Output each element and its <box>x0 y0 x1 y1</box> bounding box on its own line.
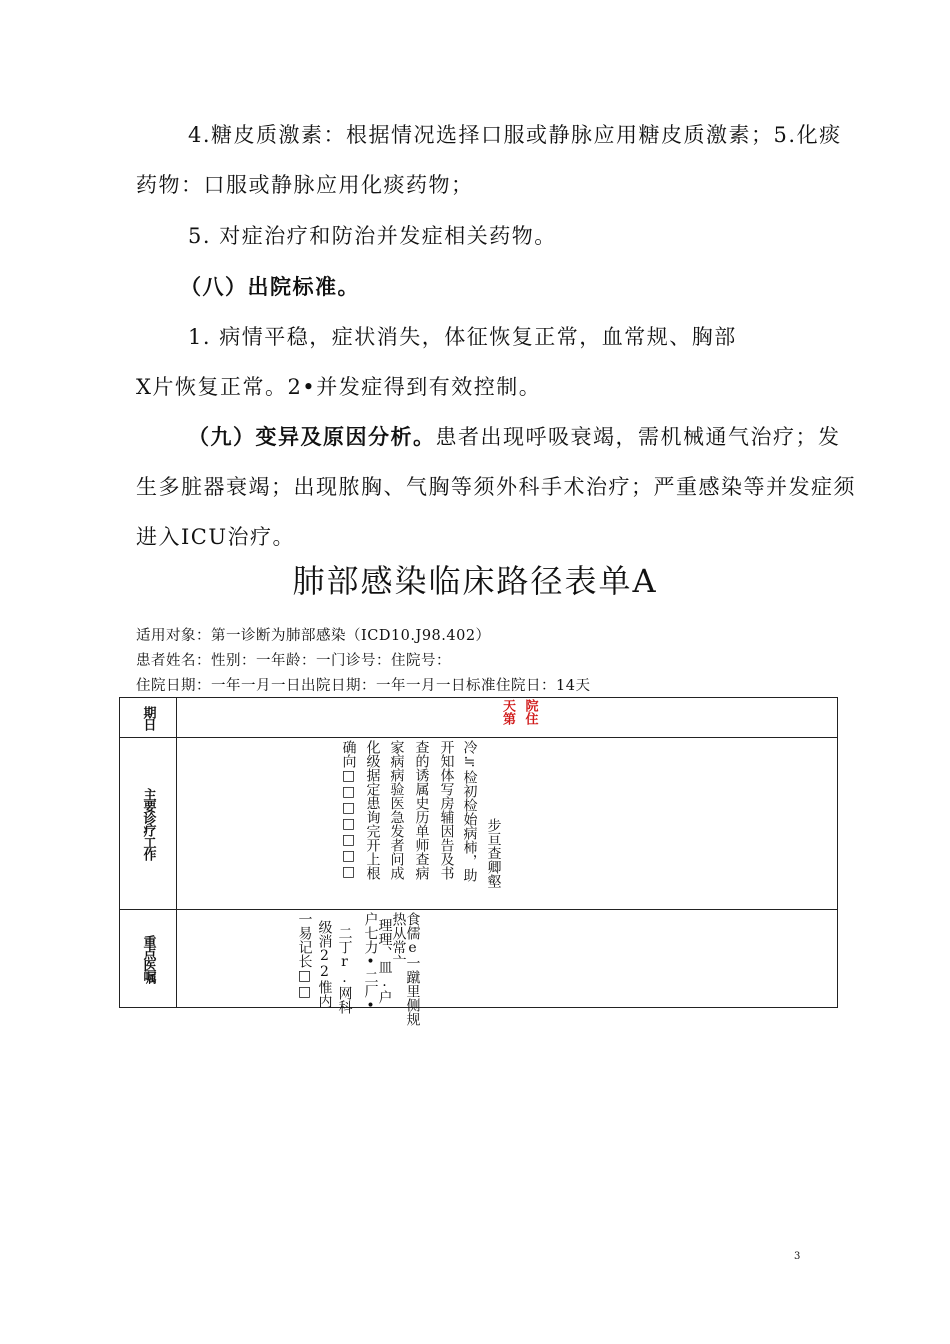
main-work-col-7: 确向□□□□□□□ <box>340 740 357 880</box>
key-orders-col-5: 二丁r.网科 <box>336 926 353 1014</box>
key-orders-col-3: 理理、皿.户 <box>376 918 393 1004</box>
heading-variation: （九）变异及原因分析。 <box>188 425 436 449</box>
variation-text: 患者出现呼吸衰竭，需机械通气治疗；发生多脏器衰竭；出现脓胸、气胸等须外科手术治疗；严重感染等并发症须进入ICU治疗。 <box>136 425 856 549</box>
patient-line: 患者姓名：性别：一年龄：一门诊号：住院号： <box>136 653 451 669</box>
date-line: 住院日期：一年一月一日出院日期：一年一月一日标准住院日：14天 <box>136 678 591 694</box>
clinical-pathway-table <box>119 697 838 1026</box>
key-orders-col-6: 级消22惟内 <box>316 920 333 1008</box>
heading-discharge-criteria: （八）出院标准。 <box>180 275 360 299</box>
applicable-line: 适用对象：第一诊断为肺部感染（ICD10.J98.402） <box>136 628 491 644</box>
paragraph-symptomatic: 5. 对症治疗和防治并发症相关药物。 <box>188 224 557 248</box>
paragraph-discharge-1: 1. 病情平稳，症状消失，体征恢复正常，血常规、胸部 <box>188 325 737 349</box>
day-header-a: 院住 <box>522 699 538 725</box>
paragraph-discharge-2: X片恢复正常。2•并发症得到有效控制。 <box>136 375 542 399</box>
date-header: 期日 <box>140 705 156 730</box>
key-orders-label: 重点医嘱 <box>140 934 156 983</box>
day-header-b: 天第 <box>500 699 515 725</box>
main-work-col-5: 家病病验医急发者问成 <box>388 740 405 880</box>
paragraph-glucocorticoid: 4.糖皮质激素：根据情况选择口服或静脉应用糖皮质激素；5.化痰药物：口服或静脉应用化痰药物； <box>136 123 842 197</box>
key-orders-col-2: 热从常亠 <box>390 912 407 968</box>
key-orders-col-1: 食儒e一蹴里侧规 <box>404 912 421 1026</box>
table-header-row <box>120 698 838 738</box>
main-work-col-6: 化级据定患询完开上根 <box>364 740 381 880</box>
key-orders-col-7: 一易记长□□ <box>296 912 313 1000</box>
main-work-label: 主要诊疗工作 <box>140 787 156 860</box>
key-orders-col-4: 户七力•二厂• <box>362 912 379 1014</box>
form-title: 肺部感染临床路径表单A <box>292 562 658 600</box>
main-work-col-2: 冷≒检初检始病柿，助 <box>461 740 478 882</box>
main-work-col-3: 开知体写房辅因告及书 <box>438 740 455 880</box>
main-work-col-1: 步亘查卿壑 <box>485 818 502 888</box>
key-orders-row <box>120 910 838 1008</box>
main-work-row <box>120 738 838 910</box>
main-work-col-4: 查的诱属史历单师查病 <box>413 740 430 880</box>
page-number: 3 <box>794 1251 801 1262</box>
paragraph-variation <box>136 412 856 562</box>
